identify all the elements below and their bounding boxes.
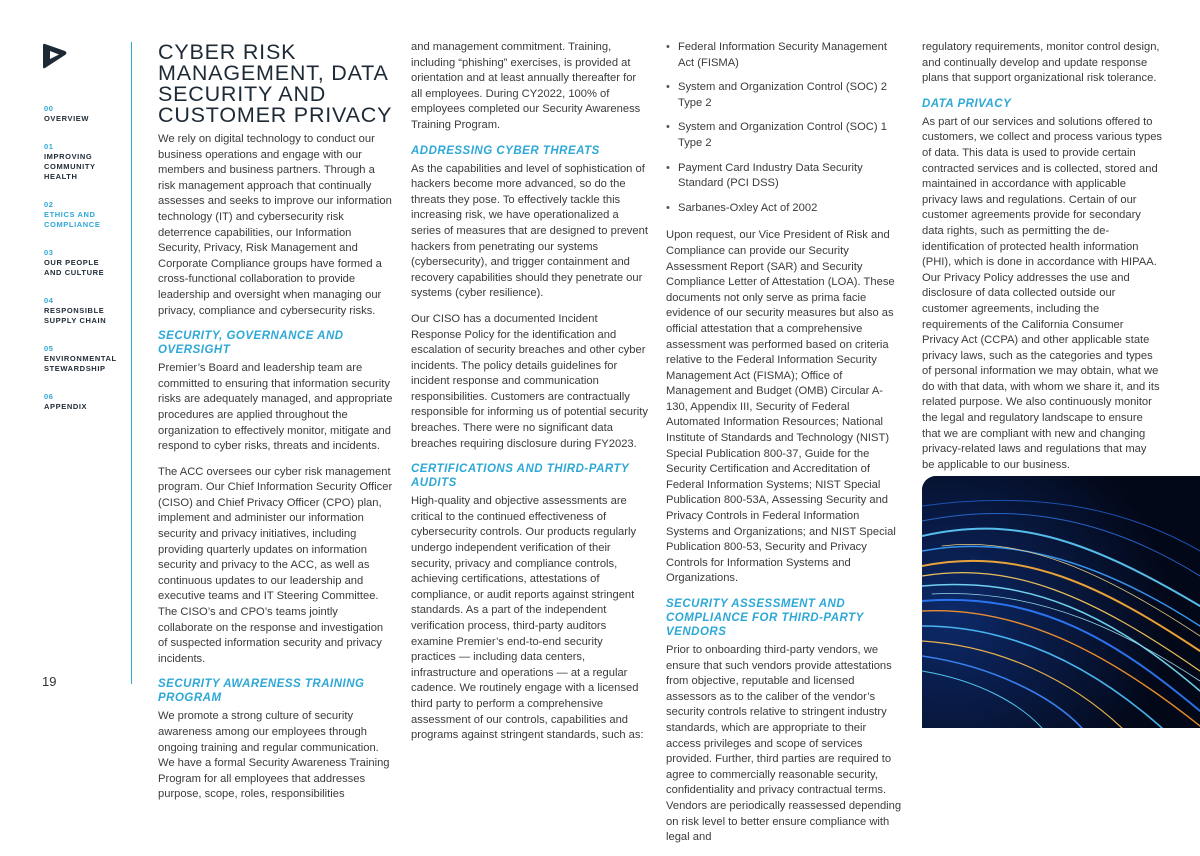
nav-number: 02 xyxy=(44,200,54,209)
column-2 xyxy=(411,40,649,754)
column-4 xyxy=(922,40,1162,525)
nav-label: ENVIRONMENTAL STEWARDSHIP xyxy=(44,354,117,373)
nav-label: OUR PEOPLE AND CULTURE xyxy=(44,258,105,277)
list-item: • System and Organization Control (SOC) 1 Type 2 xyxy=(666,120,904,151)
nav-label: OVERVIEW xyxy=(44,114,90,123)
page-title: CYBER RISK MANAGEMENT, DATA SECURITY AND CUSTOMER PRIVACY xyxy=(158,40,393,127)
list-item: • System and Organization Control (SOC) 2 Type 2 xyxy=(666,80,904,111)
nav-item-community-health[interactable] xyxy=(44,142,132,182)
nav-item-appendix[interactable] xyxy=(44,392,132,412)
nav-number: 05 xyxy=(44,344,54,353)
nav-item-overview[interactable] xyxy=(44,104,132,124)
training-paragraph: We promote a strong culture of security awareness among our employees through ongoing training and regular communication. We have a formal Security Awareness Training Program for all employees that addresses purpose, scope, roles, responsibilities xyxy=(158,710,390,801)
list-item: • Sarbanes-Oxley Act of 2002 xyxy=(666,201,904,217)
column-3 xyxy=(666,40,904,856)
nav-label: RESPONSIBLE SUPPLY CHAIN xyxy=(44,306,107,325)
threats-paragraph: As the capabilities and level of sophistication of hackers become more advanced, so do the threats they pose. To effectively tackle this increasing risk, we have operationalized a series of measures that are designed to prevent hackers from penetrating our systems (cybersecurity), and trigger containment and recovery capabilities should they penetrate our systems (cyber resilience). xyxy=(411,162,648,300)
column-1 xyxy=(158,40,394,813)
heading-certifications: CERTIFICATIONS AND THIRD-PARTY AUDITS xyxy=(411,463,629,490)
nav-number: 04 xyxy=(44,296,54,305)
page-number: 19 xyxy=(42,674,57,689)
vendors-paragraph: Prior to onboarding third-party vendors, we ensure that such vendors provide attestations from objective, reputable and licensed assessors as to the caliber of the vendor’s security controls relative to stringent industry standards, which are appropriate to their access privileges and scope of services provided. Further, third parties are required to agree to commercially reasonable security, confidentiality and privacy contractual terms. Vendors are periodically reassessed depending on risk level to better ensure compliance with legal and xyxy=(666,644,902,844)
nav-label: IMPROVING COMMUNITY HEALTH xyxy=(44,152,96,181)
heading-vendors: SECURITY ASSESSMENT AND COMPLIANCE FOR THIRD-PARTY VENDORS xyxy=(666,598,864,638)
standards-list xyxy=(666,40,904,216)
heading-data-privacy: DATA PRIVACY xyxy=(922,97,1012,110)
intro-paragraph: We rely on digital technology to conduct our business operations and engage with our members and business partners. Through a risk management approach that continually assesses and seeks to improve our information technology (IT) and cybersecurity risk deterrence capabilities, our Information Security, Privacy, Risk Management and Corporate Compliance groups have formed a cross-functional collaboration to provide leadership and oversight when managing our privacy, compliance and cybersecurity risks. xyxy=(158,133,392,317)
list-item: • Federal Information Security Management Act (FISMA) xyxy=(666,40,904,71)
heading-training: SECURITY AWARENESS TRAINING PROGRAM xyxy=(158,678,365,705)
privacy-paragraph: As part of our services and solutions offered to customers, we collect and process various types of data. This data is used to provide certain contracted services and is collected, stored and maintained in accordance with applicable privacy laws and regulations. Certain of our customer agreements provide for secondary data rights, such as permitting the de-identification of protected health information (PHI), which is done in accordance with HIPAA. Our Privacy Policy addresses the use and disclosure of data collected outside our customer agreements, including the requirements of the California Consumer Privacy Act (CCPA) and other applicable state privacy laws, such as the categories and types of personal information we may obtain, what we do with that data, with whom we share it, and its related purpose. We also continuously monitor the legal and regulatory landscape to ensure that we are compliant with new and changing privacy-related laws and regulations that may be applicable to our business. xyxy=(922,115,1163,471)
nav-number: 06 xyxy=(44,392,54,401)
heading-governance: SECURITY, GOVERNANCE AND OVERSIGHT xyxy=(158,330,344,357)
nav-item-ethics-compliance[interactable] xyxy=(44,200,132,230)
incident-response-paragraph: Our CISO has a documented Incident Response Policy for the identification and escalation of security breaches and other cyber incidents. The policy details guidelines for incident response and communication responsibilities. Customers are contractually responsible for informing us of potential security breaches. There were no significant data breaches requiring disclosure during FY2023. xyxy=(411,312,648,450)
nav-item-people-culture[interactable] xyxy=(44,248,132,278)
attestation-paragraph: Upon request, our Vice President of Risk and Compliance can provide our Security Assessment Report (SAR) and Security Compliance Letter of Attestation (LOA). These documents not only serve as prima facie evidence of our security measures but also as official attestation that a comprehensive assessment was performed based on criteria relative to the Federal Information Security Management Act (FISMA); Office of Management and Budget (OMB) Circular A-130, Appendix III, Security of Federal Automated Information Resources; National Institute of Standards and Technology (NIST) Special Publication 800-37, Guide for the Security Certification and Accreditation of Federal Information Systems; NIST Special Publication 800-53A, Assessing Security and Privacy Controls in Federal Information Systems and Organizations; and NIST Special Publication 800-53, Security and Privacy Controls for Information Systems and Organizations. xyxy=(666,229,896,585)
nav-item-environmental[interactable] xyxy=(44,344,132,374)
governance-paragraph: Premier’s Board and leadership team are committed to ensuring that information security risks are adequately managed, and appropriate procedures are applied throughout the organization to effectively monitor, mitigate and respond to cyber risks, threats and incidents. xyxy=(158,362,393,453)
nav-number: 03 xyxy=(44,248,54,257)
training-continued-paragraph: and management commitment. Training, including “phishing” exercises, is provided at orientation and at least annually thereafter for all employees. During CY2022, 100% of employees completed our Security Awareness Training Program. xyxy=(411,41,641,131)
acc-paragraph: The ACC oversees our cyber risk management program. Our Chief Information Security Officer (CISO) and Chief Privacy Officer (CPO) plan, implement and administer our information security and privacy initiatives, including providing quarterly updates on information security and privacy to the ACC, as well as continuous updates to our leadership and executive teams and IT Steering Committee. The CISO’s and CPO’s teams jointly collaborate on the response and investigation of suspected information security and privacy incidents. xyxy=(158,465,393,665)
nav-number: 00 xyxy=(44,104,54,113)
list-item: • Payment Card Industry Data Security Standard (PCI DSS) xyxy=(666,161,904,192)
heading-cyber-threats: ADDRESSING CYBER THREATS xyxy=(411,144,600,157)
fiber-optic-image xyxy=(922,476,1200,728)
vendors-continued-paragraph: regulatory requirements, monitor control design, and continually develop and update response plans that support organizational risk tolerance. xyxy=(922,41,1160,85)
nav-label: ETHICS AND COMPLIANCE xyxy=(44,210,101,229)
premier-logo-icon xyxy=(42,42,68,70)
nav-item-supply-chain[interactable] xyxy=(44,296,132,326)
nav-label: APPENDIX xyxy=(44,402,88,411)
nav-number: 01 xyxy=(44,142,54,151)
section-nav xyxy=(44,104,132,430)
certifications-paragraph: High-quality and objective assessments are critical to the continued effectiveness of cybersecurity controls. Our products regularly undergo independent verification of their security, privacy and compliance controls, achieving certifications, attestations of compliance, or audit reports against stringent standards. As a part of the independent verification process, third-party auditors examine Premier’s end-to-end security practices — including data centers, infrastructure and operations — at a regular cadence. We routinely engage with a licensed third party to perform a comprehensive assessment of our controls, capabilities and programs against stringent standards, such as: xyxy=(411,495,644,742)
